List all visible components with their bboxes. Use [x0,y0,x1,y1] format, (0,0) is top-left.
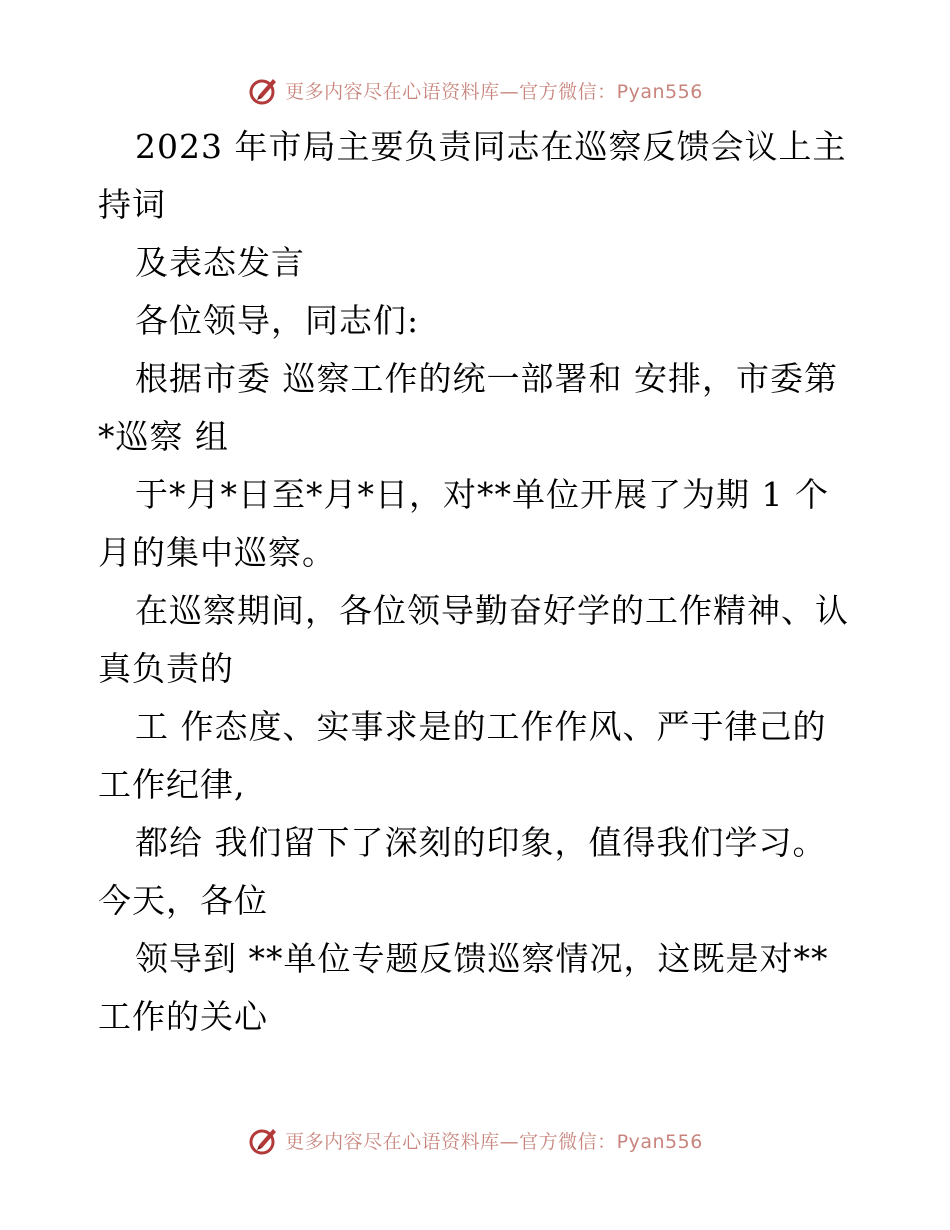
document-line: 持词 [98,185,166,224]
footer-watermark-banner [0,1120,950,1160]
header-watermark-banner [0,70,950,110]
footer-watermark-text: 更多内容尽在心语资料库—官方微信：Pyan556 [285,1130,703,1153]
document-line: 工作纪律, [98,765,246,804]
header-watermark-text: 更多内容尽在心语资料库—官方微信：Pyan556 [285,80,703,103]
pen-circle-logo-icon [247,1123,281,1157]
document-line: 工 作态度、实事求是的工作作风、严于律己的 [135,707,827,746]
document-line: 根据市委 巡察工作的统一部署和 安排，市委第 [135,359,838,398]
document-line: 2023 年市局主要负责同志在巡察反馈会议上主 [135,127,847,166]
document-line: 各位领导，同志们: [135,301,420,340]
document-line: 及表态发言 [135,243,305,282]
document-line: 今天，各位 [98,881,268,920]
document-line: 在巡察期间，各位领导勤奋好学的工作精神、认 [135,591,849,630]
document-line: *巡察 组 [98,417,229,456]
document-line: 工作的关心 [98,997,268,1036]
pen-circle-logo-icon [247,73,281,107]
document-body [98,118,858,1046]
document-line: 于*月*日至*月*日，对**单位开展了为期 1 个 [135,475,829,514]
document-line: 领导到 **单位专题反馈巡察情况，这既是对** [135,939,829,978]
document-line: 都给 我们留下了深刻的印象，值得我们学习。 [135,823,827,862]
document-line: 真负责的 [98,649,234,688]
document-line: 月的集中巡察。 [98,533,336,572]
